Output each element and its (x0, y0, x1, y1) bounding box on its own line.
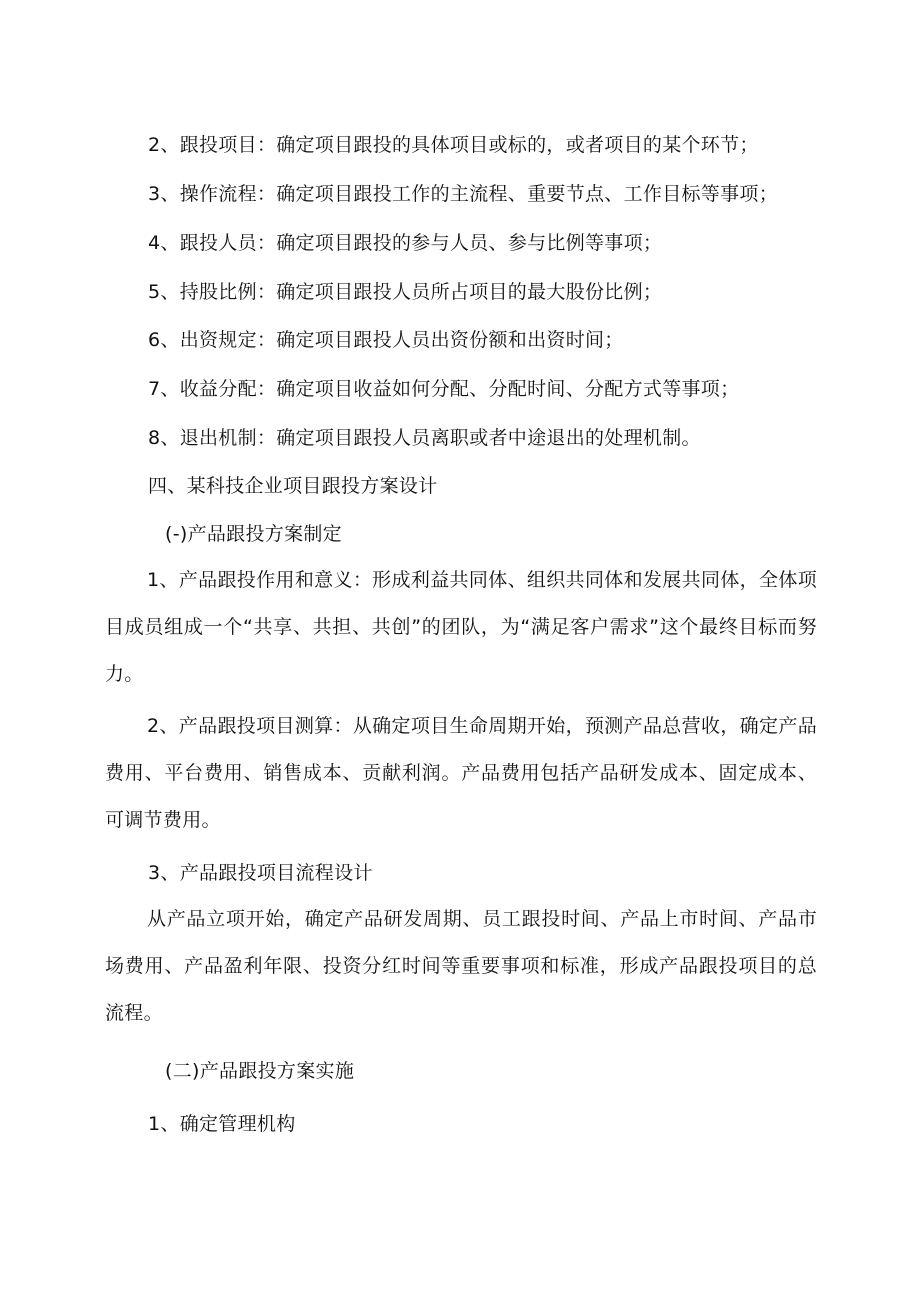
paragraph-calculation: 2、产品跟投项目测算：从确定项目生命周期开始，预测产品总营收，确定产品费用、平台费用、销售成本、贡献利润。产品费用包括产品研发成本、固定成本、可调节费用。 (105, 715, 817, 831)
section-heading-four: 四、某科技企业项目跟投方案设计 (148, 475, 438, 497)
text-line-profit-distribution: 7、收益分配：确定项目收益如何分配、分配时间、分配方式等事项； (148, 378, 740, 400)
text-line-exit-mechanism: 8、退出机制：确定项目跟投人员离职或者中途退出的处理机制。 (148, 427, 701, 449)
heading-process-design: 3、产品跟投项目流程设计 (148, 862, 373, 884)
item-management-body: 1、确定管理机构 (148, 1113, 296, 1135)
text-line-shareholding: 5、持股比例：确定项目跟投人员所占项目的最大股份比例； (148, 281, 663, 303)
paragraph-purpose: 1、产品跟投作用和意义：形成利益共同体、组织共同体和发展共同体，全体项目成员组成一个“共享、共担、共创”的团队，为“满足客户需求”这个最终目标而努力。 (105, 569, 817, 685)
paragraph-process-design: 从产品立项开始，确定产品研发周期、员工跟投时间、产品上市时间、产品市场费用、产品盈利年限、投资分红时间等重要事项和标准，形成产品跟投项目的总流程。 (105, 908, 817, 1024)
text-line-operation-process: 3、操作流程：确定项目跟投工作的主流程、重要节点、工作目标等事项； (148, 183, 778, 205)
subsection-heading-one: (-)产品跟投方案制定 (165, 523, 342, 545)
subsection-heading-two: (二)产品跟投方案实施 (165, 1060, 355, 1082)
text-line-participants: 4、跟投人员：确定项目跟投的参与人员、参与比例等事项； (148, 232, 663, 254)
text-line-follow-project: 2、跟投项目：确定项目跟投的具体项目或标的，或者项目的某个环节； (148, 134, 759, 156)
text-line-capital-rules: 6、出资规定：确定项目跟投人员出资份额和出资时间； (148, 329, 624, 351)
